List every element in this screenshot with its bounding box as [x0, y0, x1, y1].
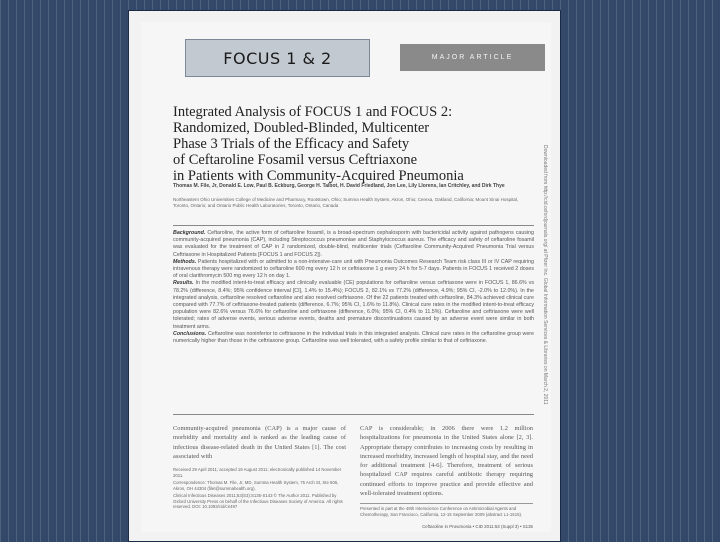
divider	[173, 414, 534, 415]
background-label: Background.	[173, 230, 206, 236]
abstract-methods	[173, 259, 534, 281]
abstract-conclusions	[173, 331, 534, 345]
journal-info: Clinical Infectious Diseases 2011;53(S3):S135-S143 © The Author 2011. Published by Oxford University Press on behalf of the Infectious Diseases Society of America. All rights reserved. DOI: 10.1093/cid/cir497	[173, 493, 343, 509]
abstract-background	[173, 230, 534, 259]
results-text: In the modified intent-to-treat efficacy and clinically evaluable (CE) populations for ceftaroline versus ceftriaxone were in FOCUS 1, 86.6% vs 78.2% (difference, 8.4%; 95% confidence interval [CI], 1.4% to 15.4%); FOCUS 2, 82.1% vs 77.2% (difference, 4.9%; 95% CI, -2.0% to 12.0%). In the integrated analysis, ceftaroline resolved ceftaroline and also resolved ceftriaxone. Of the 22 patients treated with ceftaroline, 84.3% achieved clinical cure compared with 77.7% of ceftriaxone-treated patients (difference, 6.7%; 95% CI, 1.6% to 11.8%). Clinical cure rates in the modified intent-to-treat efficacy population were 82.6% versus 76.6% for ceftaroline and ceftriaxone (difference, 6.0%; 95% CI, 0.4% to 11.5%). Ceftaroline and ceftriaxone were well tolerated; rates of adverse events, serious adverse events, deaths and premature discontinuations caused by an adverse event were similar in both treatment arms.	[173, 280, 534, 330]
title-line: Randomized, Doubled-Blinded, Multicenter	[173, 120, 430, 136]
author-list: Thomas M. File, Jr, Donald E. Low, Paul B. Eckburg, George H. Talbot, H. David Friedland, Jon Lee, Lily Llorens, Ian Critchley, and Dirk Thye	[173, 183, 505, 189]
section-label: MAJOR ARTICLE	[400, 44, 545, 71]
footnote: Presented in part at the 49th Interscience Conference on Antimicrobial Agents and Chemotherapy, San Francisco, California, 12-15 September 2009 (abstract L1-1515).	[360, 503, 533, 520]
download-watermark: Downloaded from http://cid.oxfordjournals.org/ at Pfizer Inc. Global Information Services & Libraries on March 2, 2011	[542, 145, 548, 405]
title-line: of Ceftaroline Fosamil versus Ceftriaxone	[173, 152, 418, 168]
background-text: Ceftaroline, the active form of ceftaroline fosamil, is a broad-spectrum cephalosporin with bactericidal activity against pathogens causing community-acquired pneumonia (CAP), including Streptococcus pneumoniae and Staphylococcus aureus. The efficacy and safety of ceftaroline fosamil was evaluated for the treatment of CAP in 2 randomized, double-blind, multicenter trials (Ceftaroline Community-Acquired Pneumonia Trial versus Ceftriaxone in Hospitalized Patients [FOCUS 1 and FOCUS 2]).	[173, 230, 534, 258]
title-line: Phase 3 Trials of the Efficacy and Safety	[173, 136, 410, 152]
divider	[173, 225, 534, 226]
slide-title: FOCUS 1 & 2	[185, 39, 370, 77]
methods-text: Patients hospitalized with or admitted to a non-intensive-care unit with Pneumonia Outcomes Research Team risk class III or IV CAP requiring intravenous therapy were randomized to ceftaroline 600 mg every 12 h or ceftriaxone 1 g every 24 h for 5-7 days. Patients in FOCUS 1 received 2 doses of oral clarithromycin 500 mg every 12 h on day 1.	[173, 258, 534, 280]
received-dates: Received 29 April 2011; accepted 19 August 2011; electronically published 14 November 2011.	[173, 467, 342, 478]
abstract	[173, 230, 534, 408]
abstract-results	[173, 280, 534, 330]
conclusions-text: Ceftaroline was noninferior to ceftriaxone in the individual trials in this integrated analysis. Clinical cure rates in the ceftaroline group were numerically higher than those in the ceftriaxone group. Ceftaroline was well tolerated, with a safety profile similar to that of ceftriaxone.	[173, 330, 534, 345]
body-text-right: CAP is considerable; in 2006 there were 1.2 million hospitalizations for pneumonia in the United States alone [2, 3]. Appropriate therapy contributes to increasing costs by resulting in increased morbidity, increased length of hospital stay, and the need for additional treatment [4-6]. Therefore, treatment of serious hospitalized CAP requires careful antibiotic therapy requiring continued efforts to improve practice and provide effective and well-tolerated treatment options.	[360, 425, 533, 498]
results-label: Results.	[173, 280, 194, 287]
methods-label: Methods.	[173, 258, 197, 265]
title-line: Integrated Analysis of FOCUS 1 and FOCUS 2:	[173, 104, 453, 120]
article-info	[173, 467, 346, 523]
running-footer: Ceftaroline in Pneumonia • CID 2011:53 (Suppl 3) • S135	[422, 524, 533, 529]
affiliations: Northeastern Ohio Universities College of Medicine and Pharmacy, Rootstown, Ohio; Summa Health System, Akron, Ohio; Cerexa, Oakland, California; Mount Sinai Hospital, Toronto, Ontario; and Ontario Public Health Laboratories, Toronto, Ontario, Canada	[173, 197, 519, 208]
title-line: in Patients with Community-Acquired Pneumonia	[173, 168, 464, 184]
article-title	[173, 104, 533, 184]
conclusions-label: Conclusions.	[173, 330, 207, 337]
body-text-left: Community-acquired pneumonia (CAP) is a major cause of morbidity and mortality and is ranked as the leading cause of infectious disease-related death in the United States [1]. The cost associated with	[173, 425, 346, 460]
correspondence: Correspondence: Thomas M. File, Jr, MD, Summa Health System, 75 Arch St, Ste 506, Akron, OH 44304 (filet@summahealth.org).	[173, 480, 339, 491]
